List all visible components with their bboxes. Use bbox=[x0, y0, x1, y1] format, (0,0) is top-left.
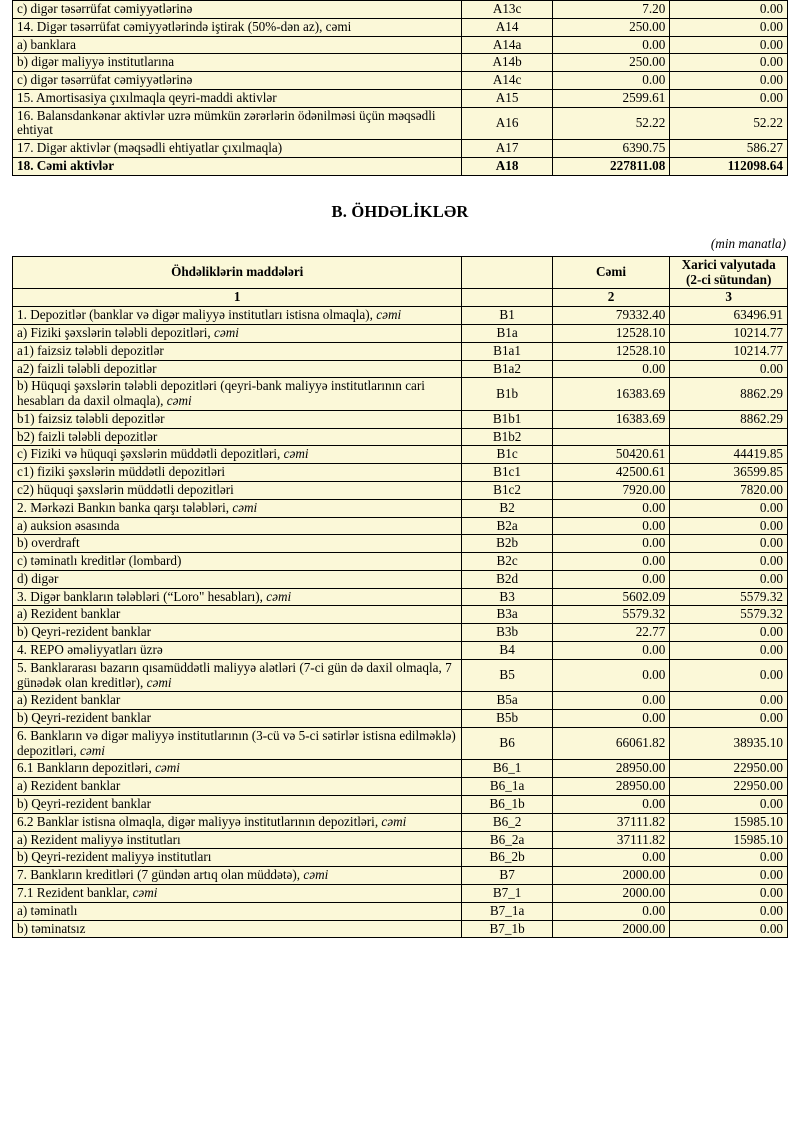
row-label: 2. Mərkəzi Bankın banka qarşı tələbləri, cəmi bbox=[13, 499, 462, 517]
row-label: b) Qeyri-rezident banklar bbox=[13, 796, 462, 814]
row-total-value: 250.00 bbox=[552, 18, 670, 36]
row-code: B7_1a bbox=[462, 902, 552, 920]
row-foreign-value: 5579.32 bbox=[670, 588, 788, 606]
header-code bbox=[462, 256, 552, 289]
row-label: b2) faizli tələbli depozitlər bbox=[13, 428, 462, 446]
row-foreign-value: 0.00 bbox=[670, 796, 788, 814]
row-label: b1) faizsiz tələbli depozitlər bbox=[13, 410, 462, 428]
row-code: B2c bbox=[462, 553, 552, 571]
table-row bbox=[13, 588, 788, 606]
table-row bbox=[13, 499, 788, 517]
table-row bbox=[13, 884, 788, 902]
row-code: B6_2b bbox=[462, 849, 552, 867]
row-label: a) auksion əsasında bbox=[13, 517, 462, 535]
row-label: 1. Depozitlər (banklar və digər maliyyə institutları istisna olmaqla), cəmi bbox=[13, 307, 462, 325]
row-foreign-value: 5579.32 bbox=[670, 606, 788, 624]
row-total-value: 66061.82 bbox=[552, 727, 670, 760]
row-code: A14 bbox=[462, 18, 552, 36]
colnum-3: 3 bbox=[670, 289, 788, 307]
row-foreign-value: 0.00 bbox=[670, 884, 788, 902]
table-column-number-row bbox=[13, 289, 788, 307]
table-row bbox=[13, 481, 788, 499]
row-total-value: 0.00 bbox=[552, 570, 670, 588]
row-total-value: 2000.00 bbox=[552, 867, 670, 885]
table-row bbox=[13, 710, 788, 728]
row-code: A15 bbox=[462, 89, 552, 107]
row-label: a2) faizli tələbli depozitlər bbox=[13, 360, 462, 378]
row-code: A14a bbox=[462, 36, 552, 54]
row-code: B1c2 bbox=[462, 481, 552, 499]
table-row bbox=[13, 72, 788, 90]
row-total-value: 0.00 bbox=[552, 659, 670, 692]
row-label: a) təminatlı bbox=[13, 902, 462, 920]
row-total-value: 79332.40 bbox=[552, 307, 670, 325]
row-label: 14. Digər təsərrüfat cəmiyyətlərində iştirak (50%-dən az), cəmi bbox=[13, 18, 462, 36]
row-total-value: 2000.00 bbox=[552, 920, 670, 938]
table-row bbox=[13, 158, 788, 176]
row-foreign-value: 0.00 bbox=[670, 1, 788, 19]
row-foreign-value: 38935.10 bbox=[670, 727, 788, 760]
row-total-value: 0.00 bbox=[552, 517, 670, 535]
table-row bbox=[13, 342, 788, 360]
row-label: 17. Digər aktivlər (məqsədli ehtiyatlar çıxılmaqla) bbox=[13, 140, 462, 158]
row-foreign-value: 112098.64 bbox=[670, 158, 788, 176]
row-total-value: 12528.10 bbox=[552, 342, 670, 360]
row-code: B3b bbox=[462, 624, 552, 642]
row-total-value: 0.00 bbox=[552, 72, 670, 90]
row-foreign-value: 0.00 bbox=[670, 692, 788, 710]
row-label: a) Rezident banklar bbox=[13, 778, 462, 796]
row-code: B1c bbox=[462, 446, 552, 464]
row-foreign-value bbox=[670, 428, 788, 446]
row-label: b) Qeyri-rezident maliyyə institutları bbox=[13, 849, 462, 867]
row-foreign-value: 15985.10 bbox=[670, 831, 788, 849]
table-row bbox=[13, 831, 788, 849]
table-row bbox=[13, 307, 788, 325]
row-label: a) Rezident maliyyə institutları bbox=[13, 831, 462, 849]
row-label: c2) hüquqi şəxslərin müddətli depozitləri bbox=[13, 481, 462, 499]
row-code: A14c bbox=[462, 72, 552, 90]
table-row bbox=[13, 920, 788, 938]
row-foreign-value: 22950.00 bbox=[670, 760, 788, 778]
row-label: 16. Balansdankənar aktivlər uzrə mümkün zərərlərin ödənilməsi üçün məqsədli ehtiyat bbox=[13, 107, 462, 140]
row-label: c) təminatlı kreditlər (lombard) bbox=[13, 553, 462, 571]
row-label: c) Fiziki və hüquqi şəxslərin müddətli depozitləri, cəmi bbox=[13, 446, 462, 464]
units-label: (min manatla) bbox=[710, 235, 786, 251]
row-label: a) Rezident banklar bbox=[13, 692, 462, 710]
row-code: B2d bbox=[462, 570, 552, 588]
liabilities-table-body bbox=[13, 307, 788, 938]
table-row bbox=[13, 778, 788, 796]
row-total-value: 7.20 bbox=[552, 1, 670, 19]
row-code: B6_2 bbox=[462, 813, 552, 831]
table-row bbox=[13, 692, 788, 710]
table-row bbox=[13, 464, 788, 482]
row-code: B7_1b bbox=[462, 920, 552, 938]
row-total-value: 37111.82 bbox=[552, 831, 670, 849]
row-label: 6.2 Banklar istisna olmaqla, digər maliyyə institutlarının depozitləri, cəmi bbox=[13, 813, 462, 831]
row-code: B6_1b bbox=[462, 796, 552, 814]
table-row bbox=[13, 1, 788, 19]
row-label: a1) faizsiz tələbli depozitlər bbox=[13, 342, 462, 360]
row-code: B2a bbox=[462, 517, 552, 535]
row-foreign-value: 0.00 bbox=[670, 849, 788, 867]
row-foreign-value: 0.00 bbox=[670, 659, 788, 692]
table-row bbox=[13, 849, 788, 867]
table-row bbox=[13, 378, 788, 411]
row-code: B5a bbox=[462, 692, 552, 710]
row-total-value: 0.00 bbox=[552, 710, 670, 728]
row-label: b) overdraft bbox=[13, 535, 462, 553]
row-total-value bbox=[552, 428, 670, 446]
colnum-2: 2 bbox=[552, 289, 670, 307]
table-row bbox=[13, 107, 788, 140]
row-foreign-value: 0.00 bbox=[670, 624, 788, 642]
row-code: B2b bbox=[462, 535, 552, 553]
row-code: B2 bbox=[462, 499, 552, 517]
table-row bbox=[13, 535, 788, 553]
row-code: B7 bbox=[462, 867, 552, 885]
row-code: A13c bbox=[462, 1, 552, 19]
liabilities-table bbox=[12, 256, 788, 938]
row-label: a) Fiziki şəxslərin tələbli depozitləri, cəmi bbox=[13, 324, 462, 342]
row-foreign-value: 0.00 bbox=[670, 902, 788, 920]
row-label: b) Qeyri-rezident banklar bbox=[13, 710, 462, 728]
row-total-value: 0.00 bbox=[552, 796, 670, 814]
row-code: B5 bbox=[462, 659, 552, 692]
row-label: 5. Banklararası bazarın qısamüddətli maliyyə alətləri (7-ci gün də daxil olmaqla, 7 günədək olan kreditlər), cəmi bbox=[13, 659, 462, 692]
row-foreign-value: 7820.00 bbox=[670, 481, 788, 499]
row-total-value: 5579.32 bbox=[552, 606, 670, 624]
row-label: b) Qeyri-rezident banklar bbox=[13, 624, 462, 642]
row-label: 18. Cəmi aktivlər bbox=[13, 158, 462, 176]
table-row bbox=[13, 570, 788, 588]
row-code: B4 bbox=[462, 642, 552, 660]
row-label: a) Rezident banklar bbox=[13, 606, 462, 624]
row-code: B3a bbox=[462, 606, 552, 624]
row-code: B6_1 bbox=[462, 760, 552, 778]
row-label: b) digər maliyyə institutlarına bbox=[13, 54, 462, 72]
row-label: d) digər bbox=[13, 570, 462, 588]
table-row bbox=[13, 360, 788, 378]
table-row bbox=[13, 140, 788, 158]
row-total-value: 0.00 bbox=[552, 692, 670, 710]
row-foreign-value: 0.00 bbox=[670, 710, 788, 728]
row-total-value: 16383.69 bbox=[552, 378, 670, 411]
table-row bbox=[13, 324, 788, 342]
row-total-value: 37111.82 bbox=[552, 813, 670, 831]
table-row bbox=[13, 18, 788, 36]
row-total-value: 5602.09 bbox=[552, 588, 670, 606]
row-foreign-value: 63496.91 bbox=[670, 307, 788, 325]
row-foreign-value: 586.27 bbox=[670, 140, 788, 158]
row-foreign-value: 0.00 bbox=[670, 72, 788, 90]
row-total-value: 0.00 bbox=[552, 535, 670, 553]
row-code: B1b1 bbox=[462, 410, 552, 428]
table-row bbox=[13, 867, 788, 885]
row-total-value: 28950.00 bbox=[552, 778, 670, 796]
row-label: 15. Amortisasiya çıxılmaqla qeyri-maddi aktivlər bbox=[13, 89, 462, 107]
table-row bbox=[13, 446, 788, 464]
row-total-value: 250.00 bbox=[552, 54, 670, 72]
row-label: c) digər təsərrüfat cəmiyyətlərinə bbox=[13, 1, 462, 19]
row-total-value: 6390.75 bbox=[552, 140, 670, 158]
row-total-value: 2000.00 bbox=[552, 884, 670, 902]
row-foreign-value: 8862.29 bbox=[670, 410, 788, 428]
row-code: B6_1a bbox=[462, 778, 552, 796]
row-total-value: 2599.61 bbox=[552, 89, 670, 107]
row-foreign-value: 44419.85 bbox=[670, 446, 788, 464]
row-total-value: 28950.00 bbox=[552, 760, 670, 778]
row-foreign-value: 0.00 bbox=[670, 535, 788, 553]
header-total: Cəmi bbox=[552, 256, 670, 289]
row-total-value: 52.22 bbox=[552, 107, 670, 140]
row-total-value: 0.00 bbox=[552, 360, 670, 378]
row-foreign-value: 0.00 bbox=[670, 54, 788, 72]
row-foreign-value: 0.00 bbox=[670, 517, 788, 535]
row-foreign-value: 0.00 bbox=[670, 499, 788, 517]
row-code: B1a bbox=[462, 324, 552, 342]
row-code: B5b bbox=[462, 710, 552, 728]
liabilities-table-head bbox=[13, 256, 788, 306]
table-row bbox=[13, 606, 788, 624]
row-code: B7_1 bbox=[462, 884, 552, 902]
row-foreign-value: 0.00 bbox=[670, 570, 788, 588]
row-total-value: 22.77 bbox=[552, 624, 670, 642]
table-row bbox=[13, 642, 788, 660]
row-total-value: 7920.00 bbox=[552, 481, 670, 499]
row-label: 7. Bankların kreditləri (7 gündən artıq olan müddətə), cəmi bbox=[13, 867, 462, 885]
row-foreign-value: 0.00 bbox=[670, 36, 788, 54]
row-label: 7.1 Rezident banklar, cəmi bbox=[13, 884, 462, 902]
colnum-blank bbox=[462, 289, 552, 307]
row-total-value: 50420.61 bbox=[552, 446, 670, 464]
row-foreign-value: 0.00 bbox=[670, 920, 788, 938]
row-code: B1 bbox=[462, 307, 552, 325]
table-row bbox=[13, 36, 788, 54]
row-code: B1a1 bbox=[462, 342, 552, 360]
row-code: A14b bbox=[462, 54, 552, 72]
row-total-value: 0.00 bbox=[552, 902, 670, 920]
section-title: B. ÖHDƏLİKLƏR bbox=[331, 201, 469, 221]
row-foreign-value: 0.00 bbox=[670, 18, 788, 36]
header-foreign-currency: Xarici valyutada (2-ci sütundan) bbox=[670, 256, 788, 289]
row-label: 6.1 Bankların depozitləri, cəmi bbox=[13, 760, 462, 778]
row-code: A18 bbox=[462, 158, 552, 176]
row-foreign-value: 0.00 bbox=[670, 553, 788, 571]
row-code: B1c1 bbox=[462, 464, 552, 482]
row-foreign-value: 15985.10 bbox=[670, 813, 788, 831]
row-total-value: 42500.61 bbox=[552, 464, 670, 482]
row-total-value: 0.00 bbox=[552, 499, 670, 517]
row-label: 4. REPO əməliyyatları üzrə bbox=[13, 642, 462, 660]
row-label: 3. Digər bankların tələbləri (“Loro" hesabları), cəmi bbox=[13, 588, 462, 606]
row-code: A16 bbox=[462, 107, 552, 140]
row-foreign-value: 22950.00 bbox=[670, 778, 788, 796]
row-total-value: 0.00 bbox=[552, 642, 670, 660]
row-foreign-value: 0.00 bbox=[670, 360, 788, 378]
table-row bbox=[13, 54, 788, 72]
row-foreign-value: 10214.77 bbox=[670, 342, 788, 360]
row-label: a) banklara bbox=[13, 36, 462, 54]
table-header-row bbox=[13, 256, 788, 289]
row-total-value: 0.00 bbox=[552, 553, 670, 571]
table-row bbox=[13, 659, 788, 692]
row-code: B6 bbox=[462, 727, 552, 760]
table-row bbox=[13, 517, 788, 535]
table-row bbox=[13, 727, 788, 760]
row-foreign-value: 52.22 bbox=[670, 107, 788, 140]
table-row bbox=[13, 796, 788, 814]
row-label: 6. Bankların və digər maliyyə institutlarının (3-cü və 5-ci sətirlər istisna edilməklə) depozitləri, cəmi bbox=[13, 727, 462, 760]
row-code: A17 bbox=[462, 140, 552, 158]
table-row bbox=[13, 410, 788, 428]
row-foreign-value: 36599.85 bbox=[670, 464, 788, 482]
row-code: B1b2 bbox=[462, 428, 552, 446]
row-foreign-value: 0.00 bbox=[670, 867, 788, 885]
row-total-value: 0.00 bbox=[552, 849, 670, 867]
row-total-value: 227811.08 bbox=[552, 158, 670, 176]
table-row bbox=[13, 813, 788, 831]
assets-table-body bbox=[13, 1, 788, 176]
row-foreign-value: 10214.77 bbox=[670, 324, 788, 342]
row-code: B6_2a bbox=[462, 831, 552, 849]
row-foreign-value: 0.00 bbox=[670, 89, 788, 107]
row-code: B1b bbox=[462, 378, 552, 411]
row-label: c) digər təsərrüfat cəmiyyətlərinə bbox=[13, 72, 462, 90]
row-total-value: 16383.69 bbox=[552, 410, 670, 428]
table-row bbox=[13, 553, 788, 571]
table-row bbox=[13, 428, 788, 446]
row-total-value: 0.00 bbox=[552, 36, 670, 54]
row-label: b) Hüquqi şəxslərin tələbli depozitləri (qeyri-bank maliyyə institutlarının cari hesabları da daxil olmaqla), cəmi bbox=[13, 378, 462, 411]
row-foreign-value: 0.00 bbox=[670, 642, 788, 660]
table-row bbox=[13, 902, 788, 920]
table-row bbox=[13, 624, 788, 642]
colnum-1: 1 bbox=[13, 289, 462, 307]
table-row bbox=[13, 760, 788, 778]
row-label: b) təminatsız bbox=[13, 920, 462, 938]
assets-table-continued bbox=[12, 0, 788, 176]
table-row bbox=[13, 89, 788, 107]
header-item-name: Öhdəliklərin maddələri bbox=[13, 256, 462, 289]
row-total-value: 12528.10 bbox=[552, 324, 670, 342]
row-label: c1) fiziki şəxslərin müddətli depozitləri bbox=[13, 464, 462, 482]
row-code: B3 bbox=[462, 588, 552, 606]
row-code: B1a2 bbox=[462, 360, 552, 378]
row-foreign-value: 8862.29 bbox=[670, 378, 788, 411]
